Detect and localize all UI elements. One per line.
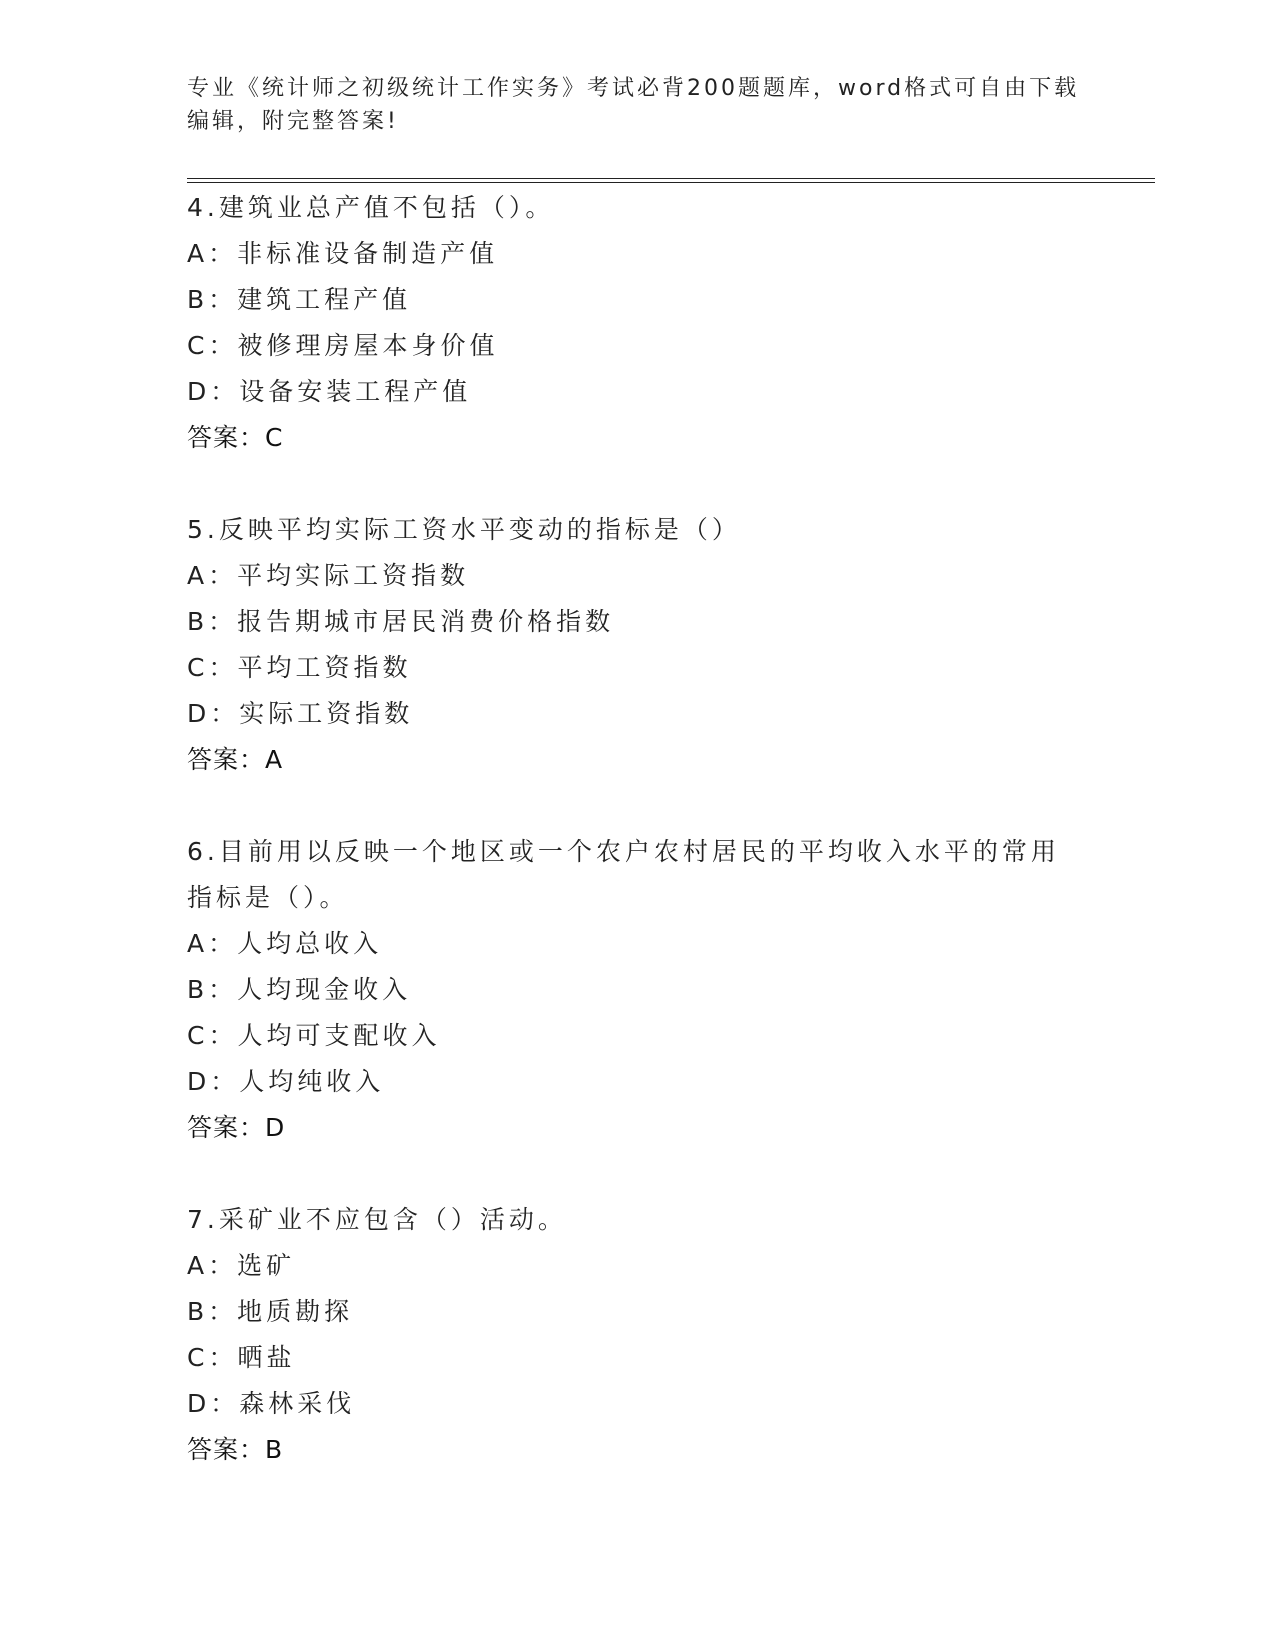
option-a: A：平均实际工资指数	[187, 561, 470, 590]
header-divider-bottom	[187, 182, 1155, 183]
question-stem: 4.建筑业总产值不包括（）。	[187, 193, 555, 222]
question-4	[187, 185, 1087, 461]
option-a: A：选矿	[187, 1251, 296, 1280]
question-stem: 7.采矿业不应包含（）活动。	[187, 1205, 567, 1234]
option-d: D：设备安装工程产值	[187, 377, 472, 406]
question-5	[187, 507, 1087, 783]
question-7	[187, 1197, 1087, 1473]
option-b: B：人均现金收入	[187, 975, 412, 1004]
answer: 答案：C	[187, 423, 284, 452]
option-d: D：实际工资指数	[187, 699, 414, 728]
answer: 答案：A	[187, 745, 284, 774]
document-intro: 专业《统计师之初级统计工作实务》考试必背200题题库，word格式可自由下载编辑，附完整答案!	[187, 76, 1080, 134]
answer: 答案：D	[187, 1113, 286, 1142]
question-list	[187, 185, 1087, 1519]
option-d: D：森林采伐	[187, 1389, 356, 1418]
option-c: C：平均工资指数	[187, 653, 412, 682]
question-stem: 5.反映平均实际工资水平变动的指标是（）	[187, 515, 741, 544]
option-a: A：非标准设备制造产值	[187, 239, 499, 268]
option-b: B：报告期城市居民消费价格指数	[187, 607, 615, 636]
option-d: D：人均纯收入	[187, 1067, 385, 1096]
option-a: A：人均总收入	[187, 929, 383, 958]
option-c: C：人均可支配收入	[187, 1021, 441, 1050]
question-6	[187, 829, 1087, 1151]
question-stem: 6.目前用以反映一个地区或一个农户农村居民的平均收入水平的常用指标是（）。	[187, 837, 1060, 912]
answer: 答案：B	[187, 1435, 284, 1464]
header-divider-top	[187, 178, 1155, 179]
option-c: C：晒盐	[187, 1343, 296, 1372]
option-b: B：建筑工程产值	[187, 285, 412, 314]
option-b: B：地质勘探	[187, 1297, 354, 1326]
option-c: C：被修理房屋本身价值	[187, 331, 499, 360]
